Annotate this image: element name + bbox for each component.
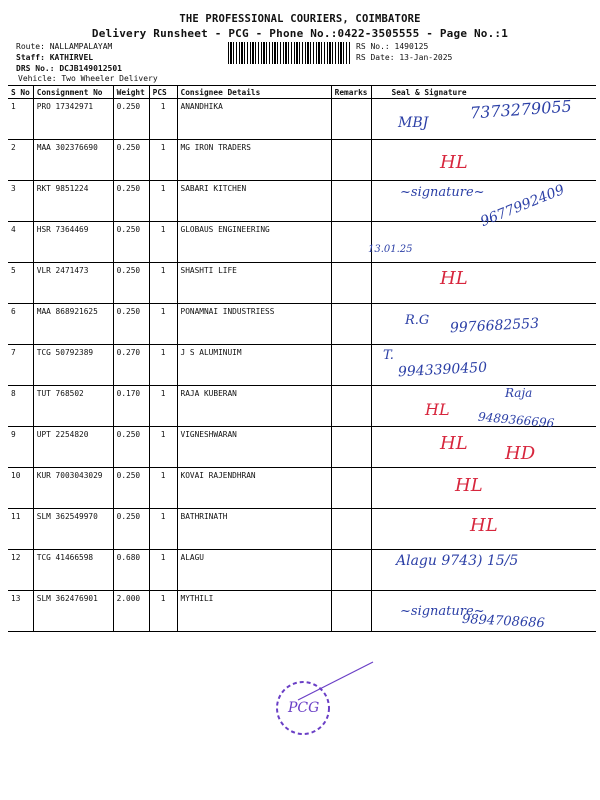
cell-consignment: TCG 41466598 xyxy=(33,550,113,591)
cell-sno: 5 xyxy=(8,263,33,304)
cell-consignee: KOVAI RAJENDHRAN xyxy=(177,468,331,509)
cell-seal-signature xyxy=(371,427,596,468)
cell-pcs: 1 xyxy=(149,304,177,345)
vehicle-label: Vehicle: xyxy=(18,74,57,83)
stamp-seal xyxy=(268,660,378,740)
company-title: THE PROFESSIONAL COURIERS, COIMBATORE xyxy=(179,13,421,25)
cell-weight: 0.250 xyxy=(113,263,149,304)
rs-no-value: 1490125 xyxy=(394,42,429,51)
cell-remarks xyxy=(331,591,371,632)
cell-weight: 0.170 xyxy=(113,386,149,427)
cell-consignment: PRO 17342971 xyxy=(33,99,113,140)
staff-value: KATHIRVEL xyxy=(49,53,94,62)
cell-remarks xyxy=(331,345,371,386)
rs-date-line xyxy=(356,53,452,62)
handwriting-initials-8: HL xyxy=(425,400,450,419)
handwriting-phone-3: 9677992409 xyxy=(478,181,567,231)
cell-sno: 2 xyxy=(8,140,33,181)
handwriting-name-8: Raja xyxy=(505,386,533,400)
handwriting-phone-13: 9894708686 xyxy=(461,611,546,632)
cell-weight: 0.250 xyxy=(113,140,149,181)
cell-remarks xyxy=(331,140,371,181)
cell-weight: 0.250 xyxy=(113,222,149,263)
cell-consignee: ALAGU xyxy=(177,550,331,591)
handwriting-sig-13: ~signature~ xyxy=(400,604,485,619)
cell-sno: 12 xyxy=(8,550,33,591)
cell-seal-signature xyxy=(371,468,596,509)
cell-consignee: MYTHILI xyxy=(177,591,331,632)
cell-consignment: MAA 302376690 xyxy=(33,140,113,181)
route-line xyxy=(16,42,112,51)
cell-sno: 11 xyxy=(8,509,33,550)
rs-date-value: 13-Jan-2025 xyxy=(399,53,453,62)
drs-label: DRS No.: xyxy=(16,64,55,73)
route-label: Route: xyxy=(16,42,45,51)
handwriting-sig-7: T. xyxy=(383,348,394,363)
col-pcs: PCS xyxy=(149,86,177,99)
runsheet-table xyxy=(8,85,596,632)
cell-consignee: SABARI KITCHEN xyxy=(177,181,331,222)
handwriting-sig-1: MBJ xyxy=(398,115,429,131)
cell-remarks xyxy=(331,222,371,263)
vehicle-line xyxy=(18,74,158,83)
cell-pcs: 1 xyxy=(149,222,177,263)
col-weight: Weight xyxy=(113,86,149,99)
stamp-text: PCG xyxy=(288,700,320,716)
cell-weight: 0.250 xyxy=(113,304,149,345)
cell-remarks xyxy=(331,427,371,468)
cell-weight: 0.270 xyxy=(113,345,149,386)
cell-weight: 0.680 xyxy=(113,550,149,591)
cell-sno: 7 xyxy=(8,345,33,386)
cell-remarks xyxy=(331,509,371,550)
cell-consignee: RAJA KUBERAN xyxy=(177,386,331,427)
cell-weight: 2.000 xyxy=(113,591,149,632)
cell-consignment: SLM 362476901 xyxy=(33,591,113,632)
table-row xyxy=(8,222,596,263)
staff-label: Staff: xyxy=(16,53,45,62)
cell-pcs: 1 xyxy=(149,468,177,509)
cell-sno: 10 xyxy=(8,468,33,509)
cell-consignee: BATHRINATH xyxy=(177,509,331,550)
col-consignee: Consignee Details xyxy=(177,86,331,99)
barcode xyxy=(228,42,350,64)
handwriting-initials-10: HL xyxy=(455,475,483,496)
cell-sno: 4 xyxy=(8,222,33,263)
col-seal-signature: Seal & Signature xyxy=(371,86,596,99)
handwriting-phone-7: 9943390450 xyxy=(397,359,488,381)
handwriting-sig-12: Alagu 9743) 15/5 xyxy=(396,553,519,569)
cell-weight: 0.250 xyxy=(113,509,149,550)
rs-no-label: RS No.: xyxy=(356,42,390,51)
cell-pcs: 1 xyxy=(149,263,177,304)
cell-pcs: 1 xyxy=(149,427,177,468)
cell-remarks xyxy=(331,386,371,427)
cell-sno: 9 xyxy=(8,427,33,468)
cell-consignee: J S ALUMINUIM xyxy=(177,345,331,386)
handwriting-phone-1: 7373279055 xyxy=(469,96,573,123)
cell-weight: 0.250 xyxy=(113,181,149,222)
cell-sno: 8 xyxy=(8,386,33,427)
drs-line xyxy=(16,64,122,73)
cell-remarks xyxy=(331,550,371,591)
staff-line xyxy=(16,53,93,62)
cell-consignment: TUT 768502 xyxy=(33,386,113,427)
table-row xyxy=(8,345,596,386)
cell-consignment: SLM 362549970 xyxy=(33,509,113,550)
cell-sno: 1 xyxy=(8,99,33,140)
cell-consignment: MAA 868921625 xyxy=(33,304,113,345)
cell-remarks xyxy=(331,181,371,222)
cell-consignment: KUR 7003043029 xyxy=(33,468,113,509)
col-consignment: Consignment No xyxy=(33,86,113,99)
drs-value: DCJB149012501 xyxy=(59,64,122,73)
table-row xyxy=(8,468,596,509)
cell-seal-signature xyxy=(371,263,596,304)
cell-consignment: VLR 2471473 xyxy=(33,263,113,304)
cell-remarks xyxy=(331,263,371,304)
handwriting-date-5: 13.01.25 xyxy=(368,244,413,255)
cell-weight: 0.250 xyxy=(113,427,149,468)
route-value: NALLAMPALAYAM xyxy=(49,42,113,51)
runsheet-title: Delivery Runsheet - PCG - Phone No.:0422-3505555 - Page No.:1 xyxy=(91,27,509,40)
handwriting-initials-2: HL xyxy=(440,152,468,173)
cell-pcs: 1 xyxy=(149,181,177,222)
cell-sno: 3 xyxy=(8,181,33,222)
table-row xyxy=(8,140,596,181)
cell-consignment: HSR 7364469 xyxy=(33,222,113,263)
cell-pcs: 1 xyxy=(149,140,177,181)
cell-consignee: VIGNESHWARAN xyxy=(177,427,331,468)
handwriting-initials-5: HL xyxy=(440,268,468,289)
cell-pcs: 1 xyxy=(149,591,177,632)
col-sno: S No xyxy=(8,86,33,99)
table-header xyxy=(8,86,596,99)
cell-pcs: 1 xyxy=(149,550,177,591)
handwriting-phone-8: 9489366696 xyxy=(477,409,555,431)
cell-consignee: PONAMNAI INDUSTRIESS xyxy=(177,304,331,345)
rs-date-label: RS Date: xyxy=(356,53,395,62)
handwriting-sig-6: R.G xyxy=(405,313,430,328)
cell-weight: 0.250 xyxy=(113,99,149,140)
cell-consignee: MG IRON TRADERS xyxy=(177,140,331,181)
vehicle-value: Two Wheeler Delivery xyxy=(61,74,158,83)
cell-consignee: GLOBAUS ENGINEERING xyxy=(177,222,331,263)
cell-consignment: RKT 9851224 xyxy=(33,181,113,222)
handwriting-phone-6: 9976682553 xyxy=(449,315,540,337)
cell-remarks xyxy=(331,99,371,140)
handwriting-sig-3: ~signature~ xyxy=(400,185,485,200)
cell-seal-signature xyxy=(371,140,596,181)
table-row xyxy=(8,509,596,550)
col-remarks: Remarks xyxy=(331,86,371,99)
cell-pcs: 1 xyxy=(149,386,177,427)
cell-sno: 13 xyxy=(8,591,33,632)
rs-no-line xyxy=(356,42,428,51)
cell-pcs: 1 xyxy=(149,99,177,140)
cell-remarks xyxy=(331,468,371,509)
handwriting-initials-9b: HD xyxy=(505,443,536,464)
handwriting-initials-9: HL xyxy=(440,433,468,454)
cell-pcs: 1 xyxy=(149,345,177,386)
cell-pcs: 1 xyxy=(149,509,177,550)
cell-sno: 6 xyxy=(8,304,33,345)
table-row xyxy=(8,263,596,304)
stamp-signature-stroke xyxy=(298,662,373,700)
cell-remarks xyxy=(331,304,371,345)
handwriting-initials-11: HL xyxy=(470,515,498,536)
cell-consignment: TCG 50792389 xyxy=(33,345,113,386)
cell-consignee: ANANDHIKA xyxy=(177,99,331,140)
cell-consignment: UPT 2254820 xyxy=(33,427,113,468)
cell-weight: 0.250 xyxy=(113,468,149,509)
cell-consignee: SHASHTI LIFE xyxy=(177,263,331,304)
